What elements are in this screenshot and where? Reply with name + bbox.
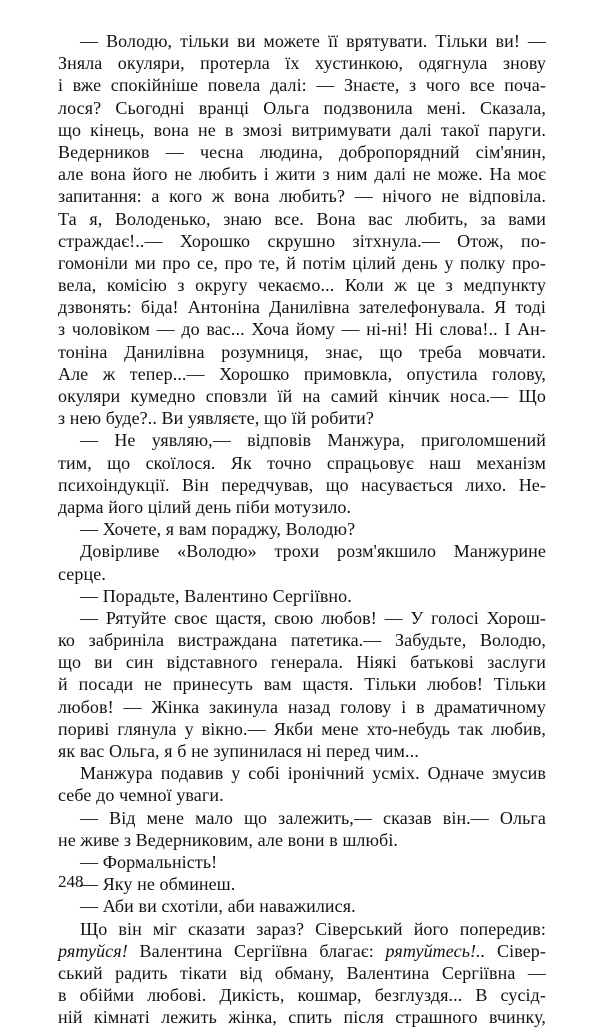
text-line (58, 607, 546, 629)
text-line (58, 1006, 546, 1028)
text-line (58, 30, 546, 52)
text-segment: тоніна Данилівна розумниця, знає, що треба мовчати. (58, 341, 546, 362)
text-segment: вела, комісію з округу чекаємо... Коли ж це з медпункту (58, 275, 546, 296)
text-line (58, 74, 546, 96)
text-segment: в обійми любові. Дикість, кошмар, безглуздя... В сусід- (58, 985, 546, 1006)
text-line (58, 496, 546, 518)
text-segment: з чоловіком — до вас... Хоча йому — ні-ні! Ні слова!.. І Ан- (58, 319, 546, 340)
text-line (58, 474, 546, 496)
text-line (58, 762, 546, 784)
text-line (58, 185, 546, 207)
text-line (58, 318, 546, 340)
text-line (58, 363, 546, 385)
text-line (58, 873, 546, 895)
text-segment: гомоніли ми про се, про те, й потім цілий день у полку про- (58, 252, 546, 273)
text-line (58, 807, 546, 829)
text-segment: дзвонять: біда! Антоніна Данилівна зателефонувала. Я тоді (58, 297, 546, 318)
text-segment: Валентина Сергіївна благає: (127, 940, 386, 961)
text-segment: окуляри кумедно сповзли їй на самий кінчик носа.— Що (58, 386, 546, 406)
text-segment: — Рятуйте своє щастя, свою любов! — У голосі Хорош- (80, 607, 546, 628)
text-segment: ко забриніла вистраждана патетика.— Забудьте, Володю, (58, 630, 546, 651)
text-line (58, 452, 546, 474)
text-line (58, 252, 546, 274)
text-line (58, 296, 546, 318)
text-segment: тим, що скоїлося. Як точно спрацьовує наш механізм (58, 452, 546, 473)
text-line (58, 208, 546, 230)
text-segment: — Хочете, я вам пораджу, Володю? (80, 519, 356, 540)
text-segment: але вона його не любить і жити з ним далі не може. На моє (58, 164, 546, 185)
italic-text-segment: рятуйся! (58, 940, 128, 961)
text-line (58, 673, 546, 695)
text-segment: Ведерников — чесна людина, добропорядний сім'янин, (58, 141, 546, 162)
text-segment: й посади не принесуть вам щастя. Тільки любов! Тільки (58, 674, 546, 695)
text-segment: страждає!..— Хорошко скрушно зітхнула.— Отож, по- (58, 230, 546, 251)
text-line (58, 141, 546, 163)
text-segment: пориві глянула у вікно.— Якби мене хто-небудь так любив, (58, 718, 546, 739)
text-line (58, 784, 546, 806)
text-line (58, 962, 546, 984)
page-number: 248 (58, 872, 84, 891)
text-segment: Що він міг сказати зараз? Сіверський його попередив: (80, 918, 546, 939)
text-line (58, 918, 546, 940)
text-segment: любов! — Жінка закинула назад голову і в драматичному (58, 696, 546, 717)
text-line (58, 851, 546, 873)
text-line (58, 718, 546, 740)
text-line (58, 740, 546, 762)
text-line (58, 97, 546, 119)
text-segment: ський радить тікати від обману, Валентина Сергіївна — (58, 962, 546, 983)
text-segment: Та я, Володенько, знаю все. Вона вас любить, за вами (58, 208, 546, 229)
text-segment: лося? Сьогодні вранці Ольга подзвонила мені. Сказала, (58, 97, 546, 118)
text-line (58, 629, 546, 651)
text-segment: — Формальність! (80, 851, 218, 872)
text-line (58, 563, 546, 585)
text-line (58, 407, 546, 429)
text-line (58, 696, 546, 718)
text-segment: не живе з Ведерниковим, але вони в шлюбі. (58, 829, 399, 850)
text-segment: дарма його цілий день піби мотузило. (58, 496, 352, 517)
text-line (58, 429, 546, 451)
text-line (58, 385, 546, 407)
text-segment: — Не уявляю,— відповів Манжура, приголомшений (80, 430, 546, 451)
text-line (58, 940, 546, 962)
text-segment: Зняла окуляри, протерла їх хустинкою, одягнула знову (58, 53, 546, 74)
text-line (58, 119, 546, 141)
text-line (58, 341, 546, 363)
text-segment: — Яку не обминеш. (80, 874, 236, 895)
text-line (58, 651, 546, 673)
text-line (58, 52, 546, 74)
text-segment: психоіндукції. Він передчував, що насувається лихо. Не- (58, 474, 546, 495)
italic-text-segment: рятуйтесь!.. (385, 940, 486, 961)
text-line (58, 540, 546, 562)
text-segment: Довірливе «Володю» трохи розм'якшило Манжурине (80, 541, 546, 562)
text-segment: що кінець, вона не в змозі витримувати далі такої паруги. (58, 119, 546, 140)
text-line (58, 585, 546, 607)
text-segment: як вас Ольга, я б не зупинилася ні перед чим... (58, 741, 419, 761)
text-segment: що ви син відставного генерала. Ніякі батькові заслуги (58, 652, 546, 673)
text-segment: — Порадьте, Валентино Сергіївно. (80, 585, 352, 606)
page-body (58, 30, 546, 1028)
text-line (58, 895, 546, 917)
text-segment: ній кімнаті лежить жінка, спить після страшного вчинку, (58, 1007, 546, 1028)
text-line (58, 230, 546, 252)
text-segment: запитання: а кого ж вона любить? — нічого не відповіла. (58, 186, 546, 207)
text-segment: з нею буде?.. Ви уявляєте, що їй робити? (58, 408, 375, 429)
text-segment: і вже спокійніше повела далі: — Знаєте, з чого все поча- (58, 75, 546, 96)
text-segment: — Володю, тільки ви можете її врятувати. Тільки ви! — (80, 31, 546, 51)
text-segment: Манжура подавив у собі іронічний усміх. Одначе змусив (80, 763, 546, 784)
text-segment: себе до чемної уваги. (58, 785, 224, 806)
text-line (58, 984, 546, 1006)
text-segment: серце. (58, 563, 106, 584)
text-segment: — Від мене мало що залежить,— сказав він.— Ольга (80, 807, 546, 828)
text-segment: — Аби ви схотіли, аби наважилися. (80, 896, 356, 917)
text-line (58, 829, 546, 851)
text-segment: Сівер- (485, 940, 546, 961)
text-segment: Але ж тепер...— Хорошко примовкла, опустила голову, (58, 363, 546, 384)
text-line (58, 274, 546, 296)
text-line (58, 163, 546, 185)
text-line (58, 518, 546, 540)
